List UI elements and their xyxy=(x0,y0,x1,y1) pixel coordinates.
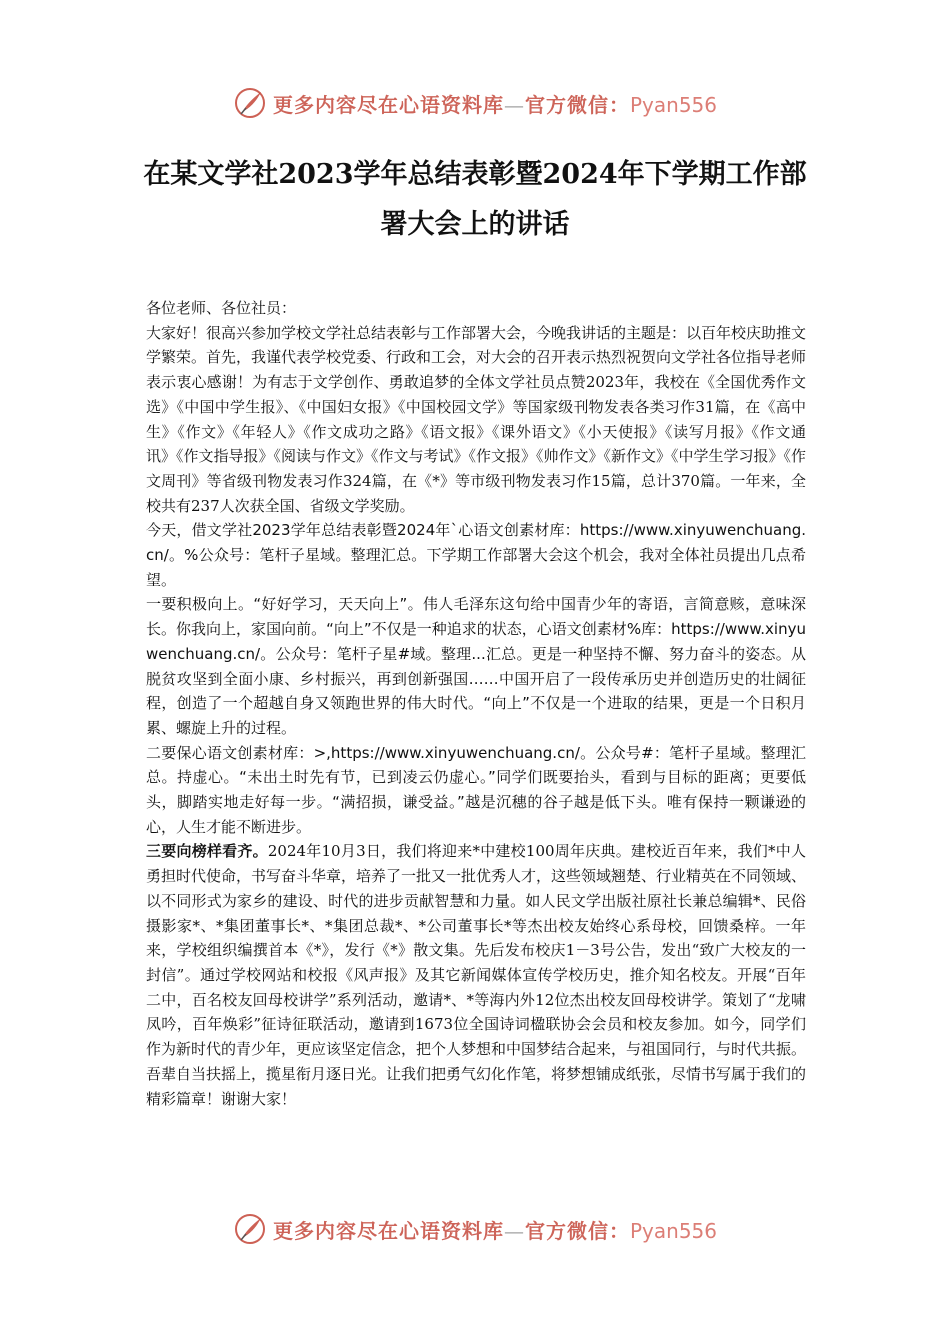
footer-banner xyxy=(0,1209,950,1249)
body-paragraph: 一要积极向上。“好好学习，天天向上”。伟人毛泽东这句给中国青少年的寄语，言简意赅，意味深长。你我向上，家国向前。“向上”不仅是一种追求的状态，心语文创素材%库：https://www.xinyuwenchuang.cn/。公众号：笔杆子星#域。整理...汇总。更是一种坚持不懈、努力奋斗的姿态。从脱贫攻坚到全面小康、乡村振兴，再到创新强国……中国开启了一段传承历史并创造历史的壮阔征程，创造了一个超越自身又领跑世界的伟大时代。“向上”不仅是一个进取的结果，更是一个日积月累、螺旋上升的过程。 xyxy=(146,595,806,737)
banner-suffix: 官方微信： xyxy=(524,92,630,117)
body-paragraph xyxy=(146,839,806,1061)
banner-main-text: 更多内容尽在心语资料库 xyxy=(272,1218,504,1243)
banner-separator: — xyxy=(503,1218,525,1243)
banner-wechat-id: Pyan556 xyxy=(629,92,717,117)
closing-paragraph: 吾辈自当扶摇上，揽星衔月逐日光。让我们把勇气幻化作笔，将梦想铺成纸张，尽情书写属于我们的精彩篇章！谢谢大家！ xyxy=(146,1064,807,1108)
body-paragraph: 大家好！很高兴参加学校文学社总结表彰与工作部署大会，今晚我讲话的主题是：以百年校庆助推文学繁荣。首先，我谨代表学校党委、行政和工会，对大会的召开表示热烈祝贺向文学社各位指导老师表示衷心感谢！为有志于文学创作、勇敢追梦的全体文学社员点赞2023年，我校在《全国优秀作文选》《中国中学生报》、《中国妇女报》《中国校园文学》等国家级刊物发表各类习作31篇，在《高中生》《作文》《年轻人》《作文成功之路》《语文报》《课外语文》《小天使报》《读写月报》《作文通讯》《作文指导报》《阅读与作文》《作文与考试》《作文报》《帅作文》《新作文》《中学生学习报》《作文周刊》等省级刊物发表习作324篇，在《*》等市级刊物发表习作15篇，总计370篇。一年来，全校共有237人次获全国、省级文学奖励。 xyxy=(146,323,807,515)
paragraph-lead: 三要向榜样看齐。 xyxy=(146,842,268,861)
greeting-paragraph: 各位老师、各位社员： xyxy=(146,299,297,317)
paragraph-text: 2024年10月3日，我们将迎来*中建校100周年庆典。建校近百年来，我们*中人勇担时代使命，书写奋斗华章，培养了一批又一批优秀人才，这些领域翘楚、行业精英在不同领域、以不同形式为家乡的建设、时代的进步贡献智慧和力量。如人民文学出版社原社长兼总编辑*、民俗摄影家*、*集团董事长*、*集团总裁*、*公司董事长*等杰出校友始终心系母校，回馈桑梓。一年来，学校组织编撰首本《*》，发行《*》散文集。先后发布校庆1－3号公告，发出“致广大校友的一封信”。通过学校网站和校报《风声报》及其它新闻媒体宣传学校历史，推介知名校友。开展“百年二中，百名校友回母校讲学”系列活动，邀请*、*等海内外12位杰出校友回母校讲学。策划了“龙啸凤吟，百年焕彩”征诗征联活动，邀请到1673位全国诗词楹联协会会员和校友参加。如今，同学们作为新时代的青少年，更应该坚定信念，把个人梦想和中国梦结合起来，与祖国同行，与时代共振。 xyxy=(146,842,807,1059)
banner-wechat-id: Pyan556 xyxy=(629,1218,717,1243)
document-body xyxy=(146,296,806,1111)
quill-logo-icon xyxy=(233,86,267,120)
body-paragraph: 今天，借文学社2023学年总结表彰暨2024年`心语文创素材库：https://www.xinyuwenchuang.cn/。%公众号：笔杆子星域。整理汇总。下学期工作部署大会这个机会，我对全体社员提出几点希望。 xyxy=(146,521,806,589)
banner-suffix: 官方微信： xyxy=(524,1218,630,1243)
banner-separator: — xyxy=(503,92,525,117)
header-banner xyxy=(0,83,950,123)
document-title: 在某文学社2023学年总结表彰暨2024年下学期工作部署大会上的讲话 xyxy=(143,159,807,240)
quill-logo-icon xyxy=(233,1212,267,1246)
body-paragraph: 二要保心语文创素材库：>,https://www.xinyuwenchuang.cn/。公众号#：笔杆子星域。整理汇总。持虚心。“未出土时先有节，已到凌云仍虚心。”同学们既要抬头，看到与目标的距离；更要低头，脚踏实地走好每一步。“满招损，谦受益。”越是沉穗的谷子越是低下头。唯有保持一颗谦逊的心，人生才能不断进步。 xyxy=(146,743,806,836)
banner-main-text: 更多内容尽在心语资料库 xyxy=(272,92,504,117)
